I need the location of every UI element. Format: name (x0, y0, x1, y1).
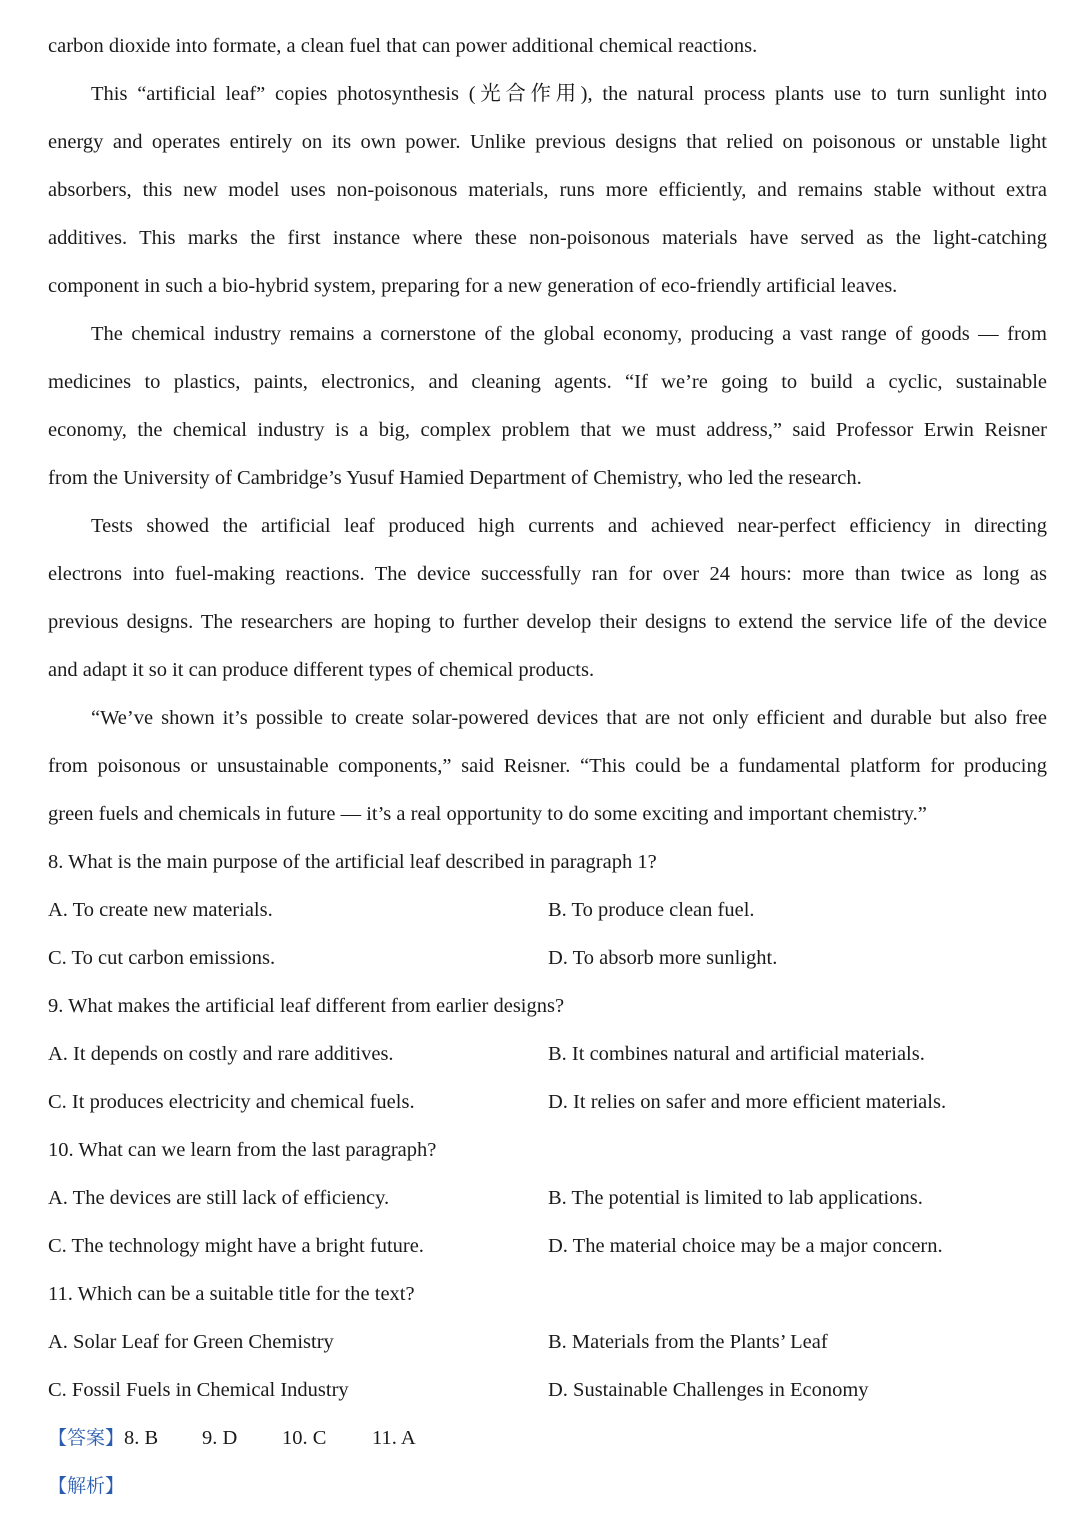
paragraph-3-line-4: from the University of Cambridge’s Yusuf Hamied Department of Chemistry, who led the research. (48, 467, 862, 489)
paragraph-5-line-2: from poisonous or unsustainable components,” said Reisner. “This could be a fundamental platform for producing (48, 755, 1047, 777)
paragraph-5-line-3: green fuels and chemicals in future — it’s a real opportunity to do some exciting and important chemistry.” (48, 803, 927, 825)
paragraph-3-line-1: The chemical industry remains a cornerstone of the global economy, producing a vast range of goods — from (91, 323, 1047, 345)
paragraph-2-line-3: absorbers, this new model uses non-poisonous materials, runs more efficiently, and remains stable without extra (48, 179, 1047, 201)
question-9-option-b: B. It combines natural and artificial materials. (548, 1043, 925, 1065)
question-8-option-c: C. To cut carbon emissions. (48, 947, 276, 969)
question-10-stem: 10. What can we learn from the last paragraph? (48, 1139, 437, 1161)
paragraph-1-line-1: carbon dioxide into formate, a clean fuel that can power additional chemical reactions. (48, 35, 758, 57)
analysis-line (48, 1462, 124, 1510)
question-11-stem: 11. Which can be a suitable title for the text? (48, 1283, 415, 1305)
question-11-option-b: B. Materials from the Plants’ Leaf (548, 1331, 828, 1353)
question-11-option-c: C. Fossil Fuels in Chemical Industry (48, 1379, 349, 1401)
paragraph-3-line-2: medicines to plastics, paints, electronics, and cleaning agents. “If we’re going to build a cyclic, sustainable (48, 371, 1047, 393)
question-8-option-b: B. To produce clean fuel. (548, 899, 755, 921)
question-9-option-d: D. It relies on safer and more efficient materials. (548, 1091, 947, 1113)
paragraph-2-line-1: This “artificial leaf” copies photosynthesis (光合作用), the natural process plants use to turn sunlight into (91, 83, 1047, 105)
paragraph-4-line-1: Tests showed the artificial leaf produced high currents and achieved near-perfect efficiency in directing (91, 515, 1047, 537)
paragraph-2-line-5: component in such a bio-hybrid system, preparing for a new generation of eco-friendly artificial leaves. (48, 275, 898, 297)
paragraph-2-line-4: additives. This marks the first instance where these non-poisonous materials have served as the light-catching (48, 227, 1047, 249)
paragraph-4-line-2: electrons into fuel-making reactions. The device successfully ran for over 24 hours: more than twice as long as (48, 563, 1047, 585)
question-8-option-a: A. To create new materials. (48, 899, 273, 921)
answer-line (48, 1414, 416, 1462)
paragraph-2-line-2: energy and operates entirely on its own power. Unlike previous designs that relied on poisonous or unstable light (48, 131, 1047, 153)
question-8-stem: 8. What is the main purpose of the artificial leaf described in paragraph 1? (48, 851, 657, 873)
analysis-label: 【解析】 (48, 1475, 125, 1497)
question-10-option-c: C. The technology might have a bright future. (48, 1235, 424, 1257)
answer-10: 10. C (282, 1427, 327, 1449)
paragraph-5-line-1: “We’ve shown it’s possible to create solar-powered devices that are not only efficient and durable but also free (91, 707, 1047, 729)
question-9-option-a: A. It depends on costly and rare additives. (48, 1043, 394, 1065)
question-9-option-c: C. It produces electricity and chemical fuels. (48, 1091, 415, 1113)
answer-8: 8. B (124, 1427, 159, 1449)
question-10-option-d: D. The material choice may be a major concern. (548, 1235, 943, 1257)
paragraph-4-line-4: and adapt it so it can produce different types of chemical products. (48, 659, 595, 681)
paragraph-3-line-3: economy, the chemical industry is a big, complex problem that we must address,” said Professor Erwin Reisner (48, 419, 1047, 441)
question-11-option-a: A. Solar Leaf for Green Chemistry (48, 1331, 334, 1353)
answer-11: 11. A (372, 1427, 416, 1449)
question-11-option-d: D. Sustainable Challenges in Economy (548, 1379, 869, 1401)
question-8-option-d: D. To absorb more sunlight. (548, 947, 778, 969)
answer-label: 【答案】 (48, 1427, 125, 1449)
question-9-stem: 9. What makes the artificial leaf different from earlier designs? (48, 995, 565, 1017)
answer-9: 9. D (202, 1427, 238, 1449)
question-10-option-b: B. The potential is limited to lab applications. (548, 1187, 923, 1209)
question-10-option-a: A. The devices are still lack of efficiency. (48, 1187, 390, 1209)
paragraph-4-line-3: previous designs. The researchers are hoping to further develop their designs to extend the service life of the device (48, 611, 1047, 633)
